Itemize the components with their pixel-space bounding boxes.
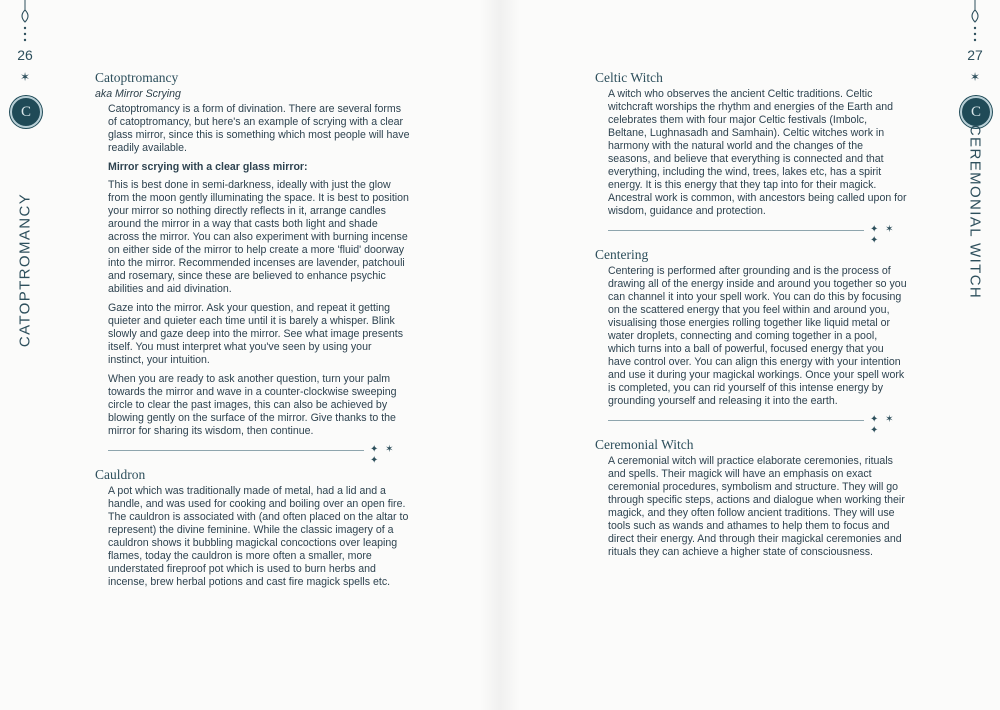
gutter-shadow: [480, 0, 520, 710]
page-number: 26: [17, 47, 33, 63]
divider-stars-icon: ✦ ✶ ✦: [370, 444, 396, 466]
star-icon: ✶: [969, 70, 981, 84]
running-title: CEREMONIAL WITCH: [966, 124, 984, 300]
entry-aka: aka Mirror Scrying: [95, 88, 181, 100]
entry-title: Celtic Witch: [595, 70, 663, 85]
entry-celtic-witch: [595, 70, 907, 218]
divider-stars-icon: ✦ ✶ ✦: [870, 224, 896, 246]
entry-text: A ceremonial witch will practice elaborate ceremonies, rituals and spells. Their magick will have an emphasis on exact ceremonial procedures, symbolism and structure. They will go through specific steps, actions and dialogue when working their magick, and they often follow ancient traditions. They will use tools such as wands and athames to help them to focus and direct their energy. And through their magickal ceremonies and rituals they can achieve a higher state of consciousness.: [608, 455, 905, 558]
right-margin: [958, 0, 992, 710]
entry-catoptromancy: [95, 70, 410, 438]
section-divider: [608, 224, 907, 246]
divider-line: [608, 420, 864, 421]
entry-text: A witch who observes the ancient Celtic traditions. Celtic witchcraft worships the rhythm and energies of the Earth and celebrates them with four major Celtic festivals (Imbolc, Beltane, Lughnasadh and Samhain). Celtic witches work in harmony with the natural world and the changes of the seasons, and believe that everything is connected and that everything, including the wind, trees, lakes etc, has a spirit energy. It is this energy that they tap into for their magick. Ancestral work is common, with ancestors being called upon for wisdom, guidance and protection.: [608, 88, 907, 217]
entry-paragraph: This is best done in semi-darkness, ideally with just the glow from the moon gently illuminating the space. It is best to position your mirror so nothing directly reflects in it, arrange candles around the mirror in a way that casts both light and shade across the mirror. You can also experiment with burning incense on either side of the mirror to help create a more 'fluid' doorway into the mirror. Recommended incenses are lavender, patchouli and rosemary, since these are believed to enhance psychic abilities and aid divination.: [108, 179, 409, 295]
entry-paragraph: When you are ready to ask another question, turn your palm towards the mirror and wave in a counter-clockwise sweeping circle to clear the past images, this can also be achieved by blowing gently on the surface of the mirror. Give thanks to the mirror for sharing its wisdom, then continue.: [108, 373, 397, 437]
entry-centering: [595, 247, 907, 408]
right-page: [595, 70, 907, 565]
entry-paragraph: Gaze into the mirror. Ask your question, and repeat it getting quieter and quieter each time until it is barely a whisper. Blink slowly and gaze deep into the mirror. See what image presents itself. You must interpret what you've seen by using your instinct, your intuition.: [108, 302, 404, 366]
page-number: 27: [967, 47, 983, 63]
section-letter-badge: C: [10, 96, 42, 128]
section-divider: [108, 444, 410, 466]
entry-title: Centering: [595, 247, 649, 262]
left-margin: [8, 0, 42, 710]
divider-stars-icon: ✦ ✶ ✦: [870, 414, 896, 436]
running-title: CATOPTROMANCY: [16, 192, 34, 348]
entry-text: A pot which was traditionally made of metal, had a lid and a handle, and was used for cooking and boiling over an open fire. The cauldron is associated with (and often placed on the altar to represent) the divine feminine. While the classic imagery of a cauldron shows it bubbling magickal concoctions over leaping flames, today the cauldron is more often a smaller, more understated fireproof pot which is used to burn herbs and incense, brew herbal potions and cast fire magick spells etc.: [108, 485, 409, 588]
entry-intro: Catoptromancy is a form of divination. There are several forms of catoptromancy, but here's an example of scrying with a clear glass mirror, since this is something which most people will have readily available.: [108, 103, 410, 154]
entry-ceremonial-witch: [595, 437, 907, 559]
section-letter-badge: C: [960, 96, 992, 128]
left-page: [95, 70, 410, 595]
entry-text: Centering is performed after grounding and is the process of drawing all of the energy inside and around you together so you can channel it into your spell work. You can do this by focusing on the scattered energy that you feel within and around you, visualising those energies rolling together like liquid metal or water droplets, connecting and coming together in a pool, which turns into a ball of powerful, focused energy that you have control over. You can align this energy with your intention and use it during your magickal workings. Once your spell work is completed, you can rid yourself of this intense energy by grounding yourself and releasing it into the earth.: [608, 265, 907, 407]
star-icon: ✶: [19, 70, 31, 84]
entry-title: Catoptromancy: [95, 70, 179, 85]
divider-line: [108, 450, 364, 451]
entry-title: Ceremonial Witch: [595, 437, 694, 452]
divider-line: [608, 230, 864, 231]
section-divider: [608, 414, 907, 436]
entry-cauldron: [95, 467, 410, 589]
drop-ornament-icon: [968, 0, 982, 42]
entry-title: Cauldron: [95, 467, 146, 482]
entry-subheading: Mirror scrying with a clear glass mirror:: [108, 161, 308, 173]
drop-ornament-icon: [18, 0, 32, 42]
